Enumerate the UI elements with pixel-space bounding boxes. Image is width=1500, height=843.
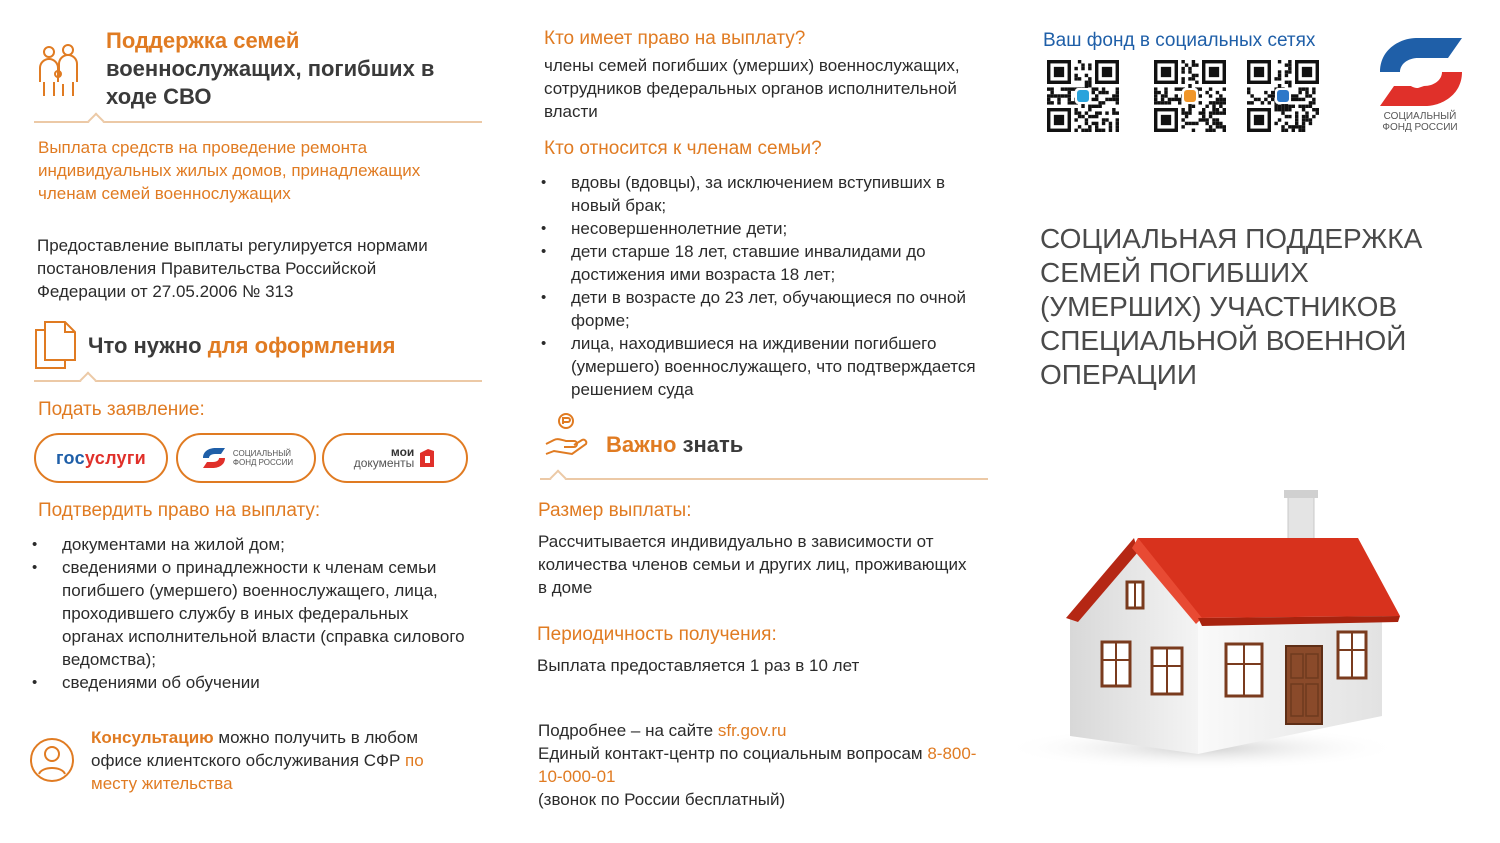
more-prefix: Подробнее – на сайте: [538, 721, 718, 740]
gosuslugi-label-a: гос: [55, 447, 85, 468]
big-title: СОЦИАЛЬНАЯ ПОДДЕРЖКА СЕМЕЙ ПОГИБШИХ (УМЕРШИХ) УЧАСТНИКОВ СПЕЦИАЛЬНОЙ ВОЕННОЙ ОПЕРАЦИИ: [1040, 223, 1423, 390]
logo-line1: СОЦИАЛЬНЫЙ: [1383, 111, 1457, 122]
divider: [540, 478, 988, 480]
qr-telegram[interactable]: [1047, 60, 1119, 132]
gosuslugi-button[interactable]: [34, 433, 168, 483]
list-item: • сведениями о принадлежности к членам семьи погибшего (умершего) военнослужащего, лица, проходившего службу в иных федеральных органах исполнительной власти (справка силового ведомства);: [28, 556, 468, 671]
consult-text: [91, 726, 471, 795]
period-text: Выплата предоставляется 1 раз в 10 лет: [537, 656, 860, 675]
what-needed-plain: Что нужно: [88, 333, 208, 358]
site-link[interactable]: sfr.gov.ru: [717, 721, 787, 740]
amount-text: Рассчитывается индивидуально в зависимости от количества членов семьи и других лиц, проживающих в доме: [538, 532, 967, 597]
sfr-pill-line1: СОЦИАЛЬНЫЙ: [232, 449, 292, 458]
left-header-title-orange: Поддержка семей: [106, 28, 300, 53]
list-item: • документами на жилой дом;: [28, 533, 468, 556]
list-item: • дети в возрасте до 23 лет, обучающиеся по очной форме;: [537, 286, 977, 332]
consult-mid: можно получить в любом офисе клиентского обслуживания СФР: [91, 728, 419, 770]
gosuslugi-label-b: услуги: [84, 447, 147, 468]
logo-line2: ФОНД РОССИИ: [1382, 122, 1458, 133]
consult-orange: Консультацию: [91, 728, 214, 747]
what-needed-title: [88, 333, 395, 359]
sfr-logo-icon: [1372, 32, 1468, 110]
list-item: • сведениями об обучении: [28, 671, 468, 694]
what-needed-orange: для оформления: [207, 333, 396, 358]
intro-text: Выплата средств на проведение ремонта индивидуальных жилых домов, принадлежащих членам семей военнослужащих: [38, 138, 421, 203]
family-icon: [36, 44, 82, 98]
apply-label: Подать заявление:: [38, 399, 205, 420]
qr-vk[interactable]: [1247, 60, 1319, 132]
members-title: Кто относится к членам семьи?: [544, 138, 822, 159]
moi-dokumenty-button[interactable]: [322, 433, 468, 483]
period-label: Периодичность получения:: [537, 624, 777, 645]
left-header-title-rest: военнослужащих, погибших в ходе СВО: [106, 56, 435, 109]
list-item: • вдовы (вдовцы), за исключением вступивших в новый брак;: [537, 171, 977, 217]
social-title: Ваш фонд в социальных сетях: [1043, 30, 1316, 51]
phone-link[interactable]: 8-800-10-000-01: [538, 744, 977, 786]
important-orange: Важно: [606, 432, 677, 457]
consult-end: по месту жительства: [91, 751, 424, 793]
documents-icon: [33, 320, 77, 370]
confirm-label: Подтвердить право на выплату:: [38, 500, 321, 521]
who-title: Кто имеет право на выплату?: [544, 28, 806, 49]
moi-pill-line2: документы: [353, 456, 415, 470]
moi-pill-line1: мои: [390, 445, 415, 459]
contact-block: [538, 719, 978, 811]
important-rest: знать: [676, 432, 744, 457]
list-item: • лица, находившиеся на иждивении погибшего (умершего) военнослужащего, что подтверждается решением суда: [537, 332, 977, 401]
left-header-title: [106, 27, 476, 111]
amount-label: Размер выплаты:: [538, 500, 692, 521]
house-illustration: [1012, 486, 1412, 776]
confirm-list: [28, 533, 468, 694]
who-text: члены семей погибших (умерших) военнослужащих, сотрудников федеральных органов исполнительной власти: [544, 56, 960, 121]
divider: [34, 380, 482, 382]
members-list: [537, 171, 977, 401]
divider-notch: [80, 372, 97, 389]
sfr-button[interactable]: [176, 433, 316, 483]
coin-hand-icon: [544, 410, 590, 460]
contact-note: (звонок по России бесплатный): [538, 790, 786, 809]
divider-notch: [88, 113, 105, 130]
regulation-text: Предоставление выплаты регулируется нормами постановления Правительства Российской Федерации от 27.05.2006 № 313: [37, 236, 428, 301]
sfr-logo-caption: [1372, 111, 1468, 133]
person-icon: [28, 736, 76, 784]
list-item: • несовершеннолетние дети;: [537, 217, 977, 240]
divider-notch: [550, 470, 567, 487]
qr-ok[interactable]: [1154, 60, 1226, 132]
list-item: • дети старше 18 лет, ставшие инвалидами до достижения ими возраста 18 лет;: [537, 240, 977, 286]
sfr-logo-icon: [199, 446, 229, 470]
sfr-pill-line2: ФОНД РОССИИ: [232, 458, 294, 467]
contact-text: Единый контакт-центр по социальным вопросам: [538, 744, 928, 763]
important-title: [606, 432, 743, 458]
moi-dokumenty-logo-icon: [418, 447, 436, 469]
